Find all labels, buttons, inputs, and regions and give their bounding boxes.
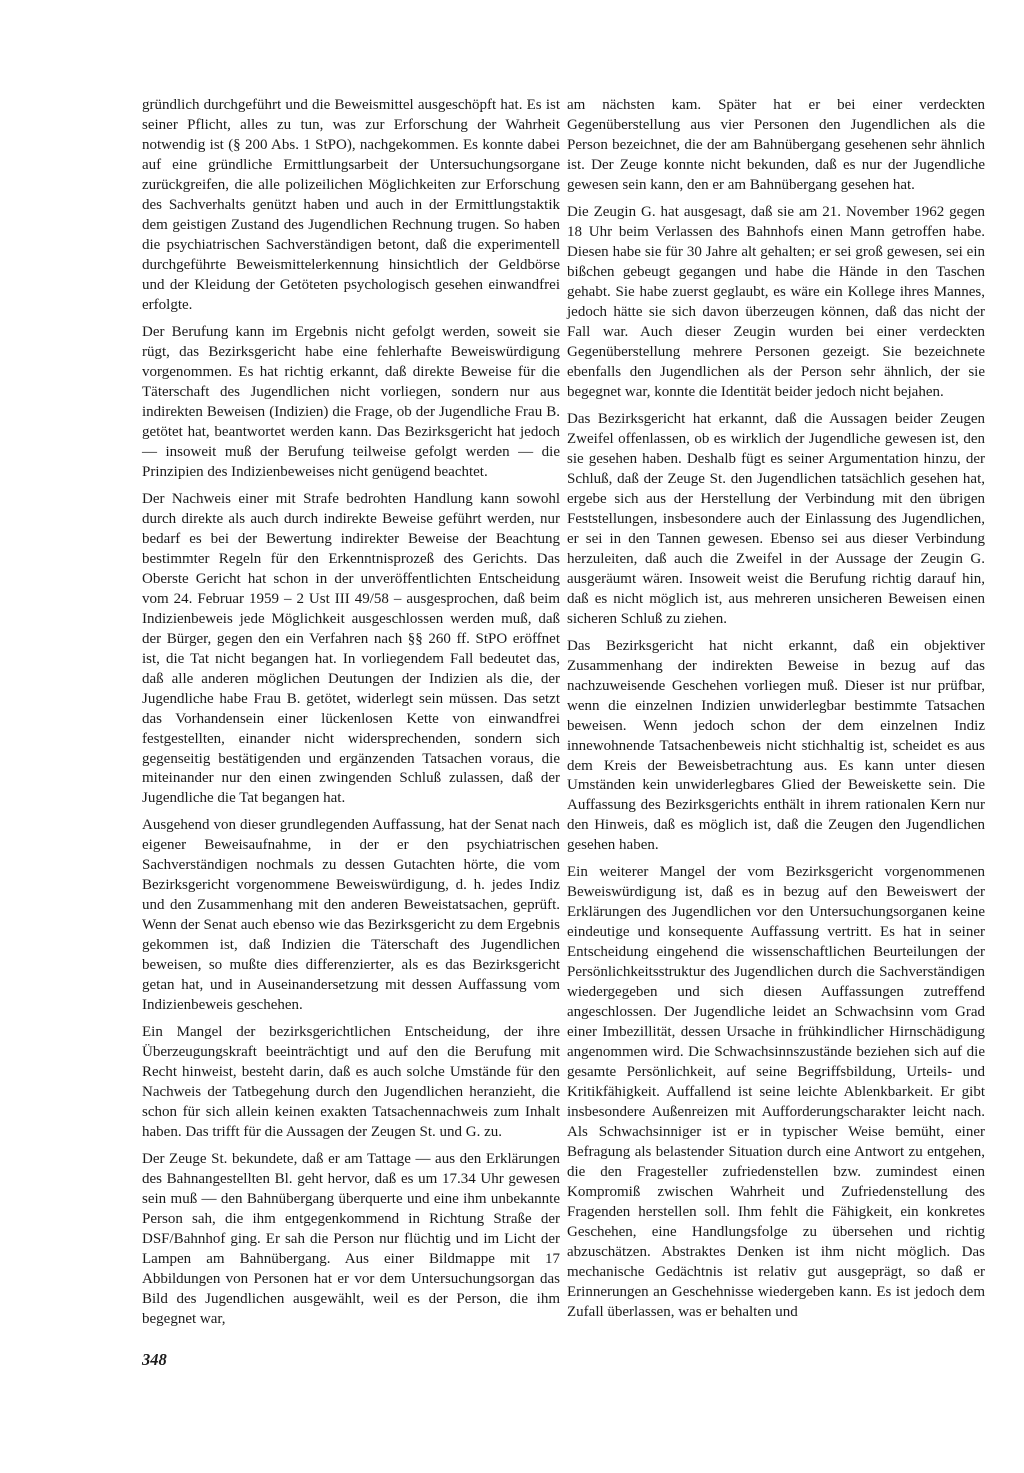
paragraph: Der Nachweis einer mit Strafe bedrohten Handlung kann sowohl durch direkte als auch durch indirekte Beweise geführt werden, nur bedarf es bei der Bewertung indirekter Beweise der Beachtung bestimmter Regeln für den Erkenntnisprozeß des Gerichts. Das Oberste Gericht hat schon in der unveröffentlichten Entscheidung vom 24. Februar 1959 – 2 Ust III 49/58 – ausgesprochen, daß beim Indizienbeweis jede Möglichkeit ausgeschlossen werden muß, daß der Bürger, gegen den ein Verfahren nach §§ 260 ff. StPO eröffnet ist, die Tat nicht begangen hat. In vorliegendem Fall bedeutet das, daß alle anderen möglichen Deutungen der Indizien als die, der Jugendliche habe Frau B. getötet, widerlegt sein müssen. Das setzt das Vorhandensein einer lückenlosen Kette von einwandfrei festgestellten, einander nicht widersprechenden, sondern sich gegenseitig bestätigenden und ergänzenden Tatsachen voraus, die miteinander nur den einen zwingenden Schluß zulassen, daß der Jugendliche die Tat begangen hat. (142, 490, 560, 807)
paragraph: Der Berufung kann im Ergebnis nicht gefolgt werden, soweit sie rügt, das Bezirksgericht habe eine fehlerhafte Beweiswürdigung vorgenommen. Es hat richtig erkannt, daß direkte Beweise für die Täterschaft des Jugendlichen nicht vorliegen, sondern nur aus indirekten Beweisen (Indizien) die Frage, ob der Jugendliche Frau B. getötet hat, beantwortet werden kann. Das Bezirksgericht hat jedoch — insoweit muß der Berufung teilweise gefolgt werden — die Prinzipien des Indizienbeweises nicht genügend beachtet. (142, 323, 560, 480)
paragraph: Ein Mangel der bezirksgerichtlichen Entscheidung, der ihre Überzeugungskraft beeinträchtigt und auf den die Berufung mit Recht hinweist, besteht darin, daß es auch solche Umstände für den Nachweis der Tatbegehung durch den Jugendlichen heranzieht, die schon für sich allein keinen exakten Tatsachennachweis zum Inhalt haben. Das trifft für die Aussagen der Zeugen St. und G. zu. (142, 1024, 560, 1141)
paragraph: Das Bezirksgericht hat nicht erkannt, daß ein objektiver Zusammenhang der indirekten Beweise in bezug auf das nachzuweisende Geschehen vorliegen muß. Dieser ist nur prüfbar, wenn die einzelnen Indizien unwiderlegbar bestimmte Tatsachen beweisen. Wenn jedoch schon der dem einzelnen Indiz innewohnende Tatsachenbeweis nicht stichhaltig ist, scheidet es aus dem Kreis der Beweisbetrachtung aus. Es kann unter diesen Umständen kein unwiderlegbares Glied der Beweiskette sein. Die Auffassung des Bezirksgerichts enthält in ihrem rationalen Kern nur den Hinweis, daß es möglich ist, daß die Zeugen den Jugendlichen gesehen haben. (567, 637, 985, 854)
left-column (142, 96, 560, 1337)
right-column (567, 96, 985, 1330)
paragraph: gründlich durchgeführt und die Beweismittel ausgeschöpft hat. Es ist seiner Pflicht, alles zu tun, was zur Erforschung der Wahrheit notwendig ist (§ 200 Abs. 1 StPO), nachgekommen. Es konnte dabei auf eine gründliche Ermittlungsarbeit der Untersuchungsorgane zurückgreifen, die alle polizeilichen Möglichkeiten zur Erforschung des Sachverhalts genützt haben und auch in der Ermittlungstaktik dem geistigen Zustand des Jugendlichen Rechnung trugen. So haben die psychiatrischen Sachverständigen betont, daß die experimentell durchgeführte Beweismittelerkennung hinsichtlich der Geldbörse und der Kleidung der Getöteten psychologisch gesehen einwandfrei erfolgte. (142, 97, 560, 313)
paragraph: am nächsten kam. Später hat er bei einer verdeckten Gegenüberstellung aus vier Personen den Jugendlichen als die Person bezeichnet, die der am Bahnübergang gesehenen sehr ähnlich ist. Der Zeuge konnte nicht bekunden, daß es nur der Jugendliche gewesen sein kann, den er am Bahnübergang gesehen hat. (567, 97, 985, 193)
paragraph: Das Bezirksgericht hat erkannt, daß die Aussagen beider Zeugen Zweifel offenlassen, ob es wirklich der Jugendliche gewesen ist, den sie gesehen haben. Deshalb fügt es seiner Argumentation hinzu, der Schluß, daß der Zeuge St. den Jugendlichen tatsächlich gesehen hat, ergebe sich aus der Herstellung der Verbindung mit den übrigen Feststellungen, insbesondere auch der Einlassung des Jugendlichen, er sei in den Tannen gewesen. Ebenso sei aus dieser Verbindung herzuleiten, daß auch die Zweifel in der Aussage der Zeugin G. ausgeräumt wären. Insoweit weist die Berufung richtig darauf hin, daß es nicht möglich ist, aus mehreren unsicheren Beweisen einen sicheren Schluß zu ziehen. (567, 410, 985, 627)
paragraph: Ein weiterer Mangel der vom Bezirksgericht vorgenommenen Beweiswürdigung ist, daß es in bezug auf den Beweiswert der Erklärungen des Jugendlichen vor den Untersuchungsorganen keine eindeutige und konsequente Auffassung vertritt. Es hat in seiner Entscheidung eingehend die wissenschaftlichen Beurteilungen der Persönlichkeitsstruktur des Jugendlichen durch die Sachverständigen wiedergegeben und sich diesen Auffassungen zutreffend angeschlossen. Der Jugendliche leidet an Schwachsinn vom Grad einer Imbezillität, dessen Ursache in frühkindlicher Hirnschädigung angenommen wird. Die Schwachsinnszustände beziehen sich auf die gesamte Persönlichkeit, auf seine Begriffsbildung, Urteils- und Kritikfähigkeit. Auffallend ist seine leichte Ablenkbarkeit. Er gibt insbesondere Außenreizen mit Aufforderungscharakter leicht nach. Als Schwachsinniger ist er in typischer Weise bemüht, einer Befragung als belastender Situation durch eine Antwort zu entgehen, die den Fragesteller zufriedenstellen bzw. zumindest einen Kompromiß zwischen Wahrheit und Zufriedenstellung des Fragenden herstellen soll. Ihm fehlt die Fähigkeit, ein konkretes Geschehen, eine Handlungsfolge zu übersehen und richtig abzuschätzen. Abstraktes Denken ist ihm nicht möglich. Das mechanische Gedächtnis ist relativ gut ausgeprägt, so daß er Erinnerungen an Geschehnisse wiedergeben kann. Es ist jedoch dem Zufall überlassen, was er behalten und (567, 864, 985, 1321)
paragraph: Die Zeugin G. hat ausgesagt, daß sie am 21. November 1962 gegen 18 Uhr beim Verlassen des Bahnhofs einen Mann getroffen habe. Diesen habe sie für 30 Jahre alt gehalten; er sei groß gewesen, sei ein bißchen gebeugt gegangen und habe die Hände in den Taschen gehabt. Sie habe zuerst geglaubt, es wäre ein Kollege ihres Mannes, jedoch hätte sie sich davon überzeugen können, daß das nicht der Fall war. Auch dieser Zeugin wurden bei einer verdeckten Gegenüberstellung mehrere Personen gezeigt. Sie bezeichnete ebenfalls den Jugendlichen als der Person sehr ähnlich, der sie begegnet war, konnte die Identität beider jedoch nicht bejahen. (567, 203, 985, 400)
page-number: 348 (142, 1350, 167, 1369)
paragraph: Ausgehend von dieser grundlegenden Auffassung, hat der Senat nach eigener Beweisaufnahme, in der er den psychiatrischen Sachverständigen nochmals zu dessen Gutachten hörte, die vom Bezirksgericht vorgenommene Beweiswürdigung, d. h. jedes Indiz und den Zusammenhang mit den anderen Beweistatsachen, geprüft. Wenn der Senat auch ebenso wie das Bezirksgericht zu dem Ergebnis gekommen ist, daß Indizien die Täterschaft des Jugendlichen beweisen, so mußte dies differenzierter, als es das Bezirksgericht getan hat, und in Auseinandersetzung mit dessen Auffassung vom Indizienbeweis geschehen. (142, 817, 560, 1014)
paragraph: Der Zeuge St. bekundete, daß er am Tattage — aus den Erklärungen des Bahnangestellten Bl. geht hervor, daß es um 17.34 Uhr gewesen sein muß — den Bahnübergang überquerte und eine ihm unbekannte Person sah, die ihm entgegenkommend in Richtung Straße der DSF/Bahnhof ging. Er sah die Person nur flüchtig und im Licht der Lampen am Bahnübergang. Aus einer Bildmappe mit 17 Abbildungen von Personen hat er vor dem Untersuchungsorgan das Bild des Jugendlichen ausgewählt, weil es der Person, die ihm begegnet war, (142, 1151, 560, 1328)
